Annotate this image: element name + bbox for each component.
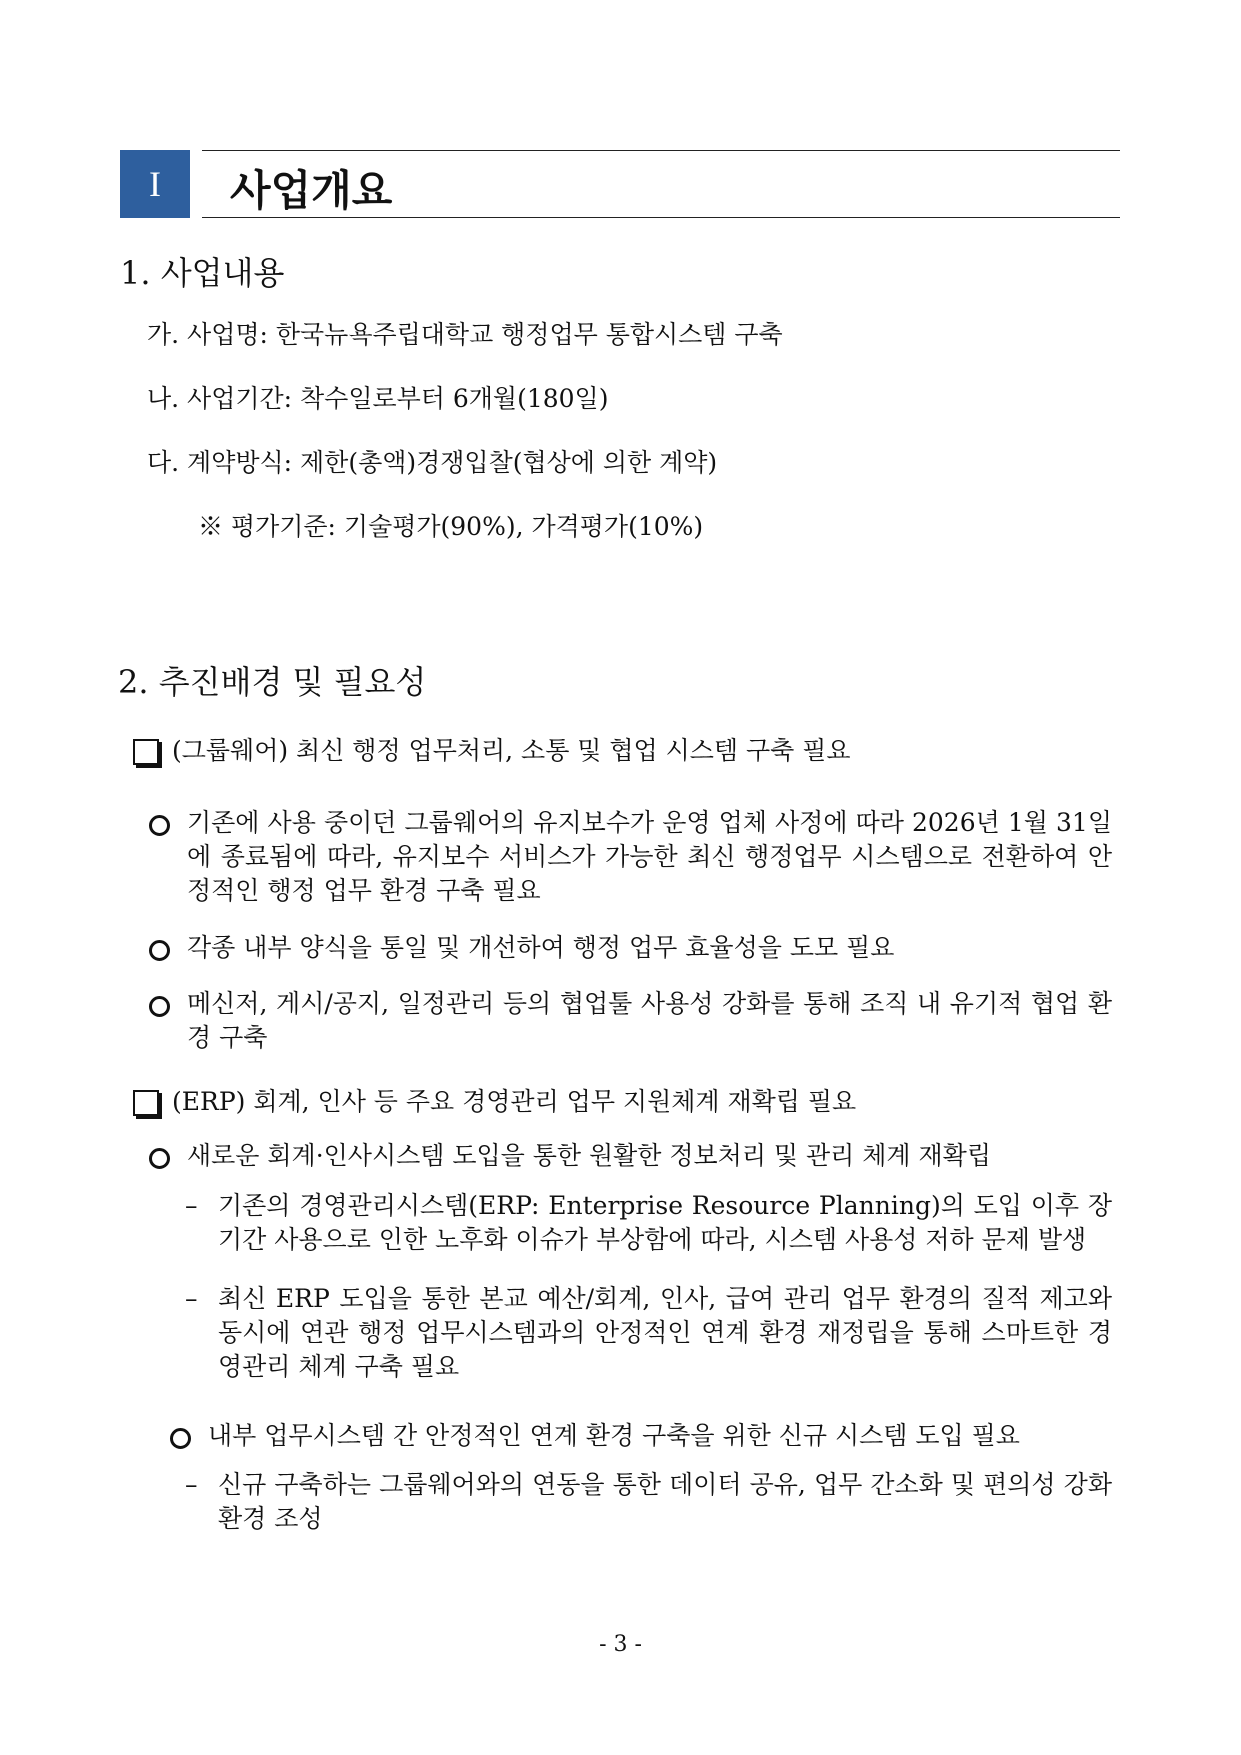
circle-bullet-icon xyxy=(170,1428,191,1449)
checkbox-square-icon xyxy=(133,1090,159,1116)
section1-item-contract: 다. 계약방식: 제한(총액)경쟁입찰(협상에 의한 계약) xyxy=(147,448,718,477)
section1-heading: 1. 사업내용 xyxy=(120,254,285,292)
group2-bullet-1: 새로운 회계·인사시스템 도입을 통한 원활한 정보처리 및 관리 체계 재확립 xyxy=(187,1141,991,1170)
group2-dash-1: 기존의 경영관리시스템(ERP: Enterprise Resource Planning)의 도입 이후 장기간 사용으로 인한 노후화 이슈가 부상함에 따라, 시스템 사용성 저하 문제 발생 xyxy=(218,1191,1112,1254)
chapter-number: I xyxy=(120,150,190,218)
chapter-rule-bottom xyxy=(202,217,1120,218)
page-number: - 3 - xyxy=(599,1632,642,1657)
section1-item-period: 나. 사업기간: 착수일로부터 6개월(180일) xyxy=(147,384,609,413)
section1-note: ※ 평가기준: 기술평가(90%), 가격평가(10%) xyxy=(198,512,704,541)
checkbox-square-icon xyxy=(133,739,159,765)
chapter-rule-top xyxy=(202,150,1120,151)
group1-bullet-1: 기존에 사용 중이던 그룹웨어의 유지보수가 운영 업체 사정에 따라 2026년 1월 31일에 종료됨에 따라, 유지보수 서비스가 가능한 최신 행정업무 시스템으로 전환하여 안정적인 행정 업무 환경 구축 필요 xyxy=(187,808,1112,905)
group2-bullet-2: 내부 업무시스템 간 안정적인 연계 환경 구축을 위한 신규 시스템 도입 필요 xyxy=(208,1421,1020,1450)
dash-bullet: – xyxy=(185,1191,198,1220)
group1-title: (그룹웨어) 최신 행정 업무처리, 소통 및 협업 시스템 구축 필요 xyxy=(172,736,851,765)
circle-bullet-icon xyxy=(149,815,170,836)
circle-bullet-icon xyxy=(149,1148,170,1169)
dash-bullet: – xyxy=(185,1284,198,1313)
group1-bullet-2: 각종 내부 양식을 통일 및 개선하여 행정 업무 효율성을 도모 필요 xyxy=(187,933,895,962)
group2-title: (ERP) 회계, 인사 등 주요 경영관리 업무 지원체계 재확립 필요 xyxy=(172,1087,857,1116)
circle-bullet-icon xyxy=(149,940,170,961)
chapter-header xyxy=(120,150,1120,218)
section2-heading: 2. 추진배경 및 필요성 xyxy=(118,663,427,701)
dash-bullet: – xyxy=(185,1470,198,1499)
group2-dash-3: 신규 구축하는 그룹웨어와의 연동을 통한 데이터 공유, 업무 간소화 및 편의성 강화 환경 조성 xyxy=(218,1470,1112,1533)
group1-bullet-3: 메신저, 게시/공지, 일정관리 등의 협업툴 사용성 강화를 통해 조직 내 유기적 협업 환경 구축 xyxy=(187,989,1112,1052)
chapter-title: 사업개요 xyxy=(230,166,393,215)
section1-item-name: 가. 사업명: 한국뉴욕주립대학교 행정업무 통합시스템 구축 xyxy=(147,320,783,349)
circle-bullet-icon xyxy=(149,996,170,1017)
group2-dash-2: 최신 ERP 도입을 통한 본교 예산/회계, 인사, 급여 관리 업무 환경의 질적 제고와 동시에 연관 행정 업무시스템과의 안정적인 연계 환경 재정립을 통해 스마트한 경영관리 체계 구축 필요 xyxy=(218,1284,1112,1381)
